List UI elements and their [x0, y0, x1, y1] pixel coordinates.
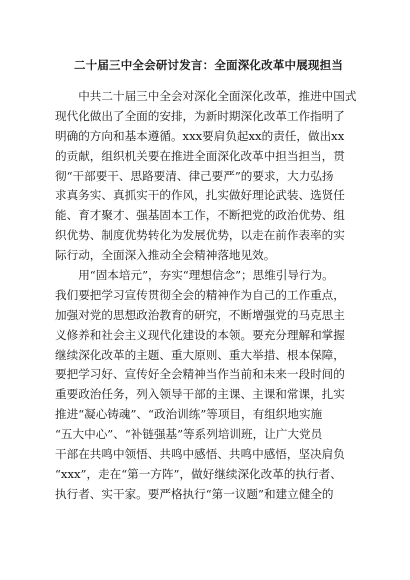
- text-line: 用“固本培元”，夯实“理想信念”；思维引导行为。: [55, 268, 334, 283]
- text-line: 继续深化改革的主题、重大原则、重大举措、根本保障，: [55, 347, 345, 362]
- text-line: 要把学习好、宣传好全会精神当作当前和未来一段时间的: [55, 367, 345, 382]
- text-line: 的贡献，组织机关要在推进全面深化改革中担当担当，贯: [55, 148, 345, 163]
- text-line: “xxx”，走在“第一方阵”，做好继续深化改革的执行者、: [55, 466, 342, 481]
- body-text: [55, 87, 362, 505]
- text-line: 推进“凝心铸魂”、“政治训练”等项目，有组织地实施: [55, 407, 323, 422]
- text-line: 加强对党的思想政治教育的研究，不断增强党的马克思主: [55, 307, 345, 322]
- text-line: 明确的方向和基本遵循。xxx要肩负起xx的责任，做出xx: [55, 128, 345, 143]
- text-line: 执行者、实干家。要严格执行“第一议题”和建立健全的: [55, 486, 334, 501]
- text-line: 求真务实、真抓实干的作风，扎实做好理论武装、选贤任: [55, 188, 345, 203]
- text-line: 干部在共鸣中领悟、共鸣中感悟、共鸣中感悟，坚决肩负: [55, 447, 345, 462]
- text-line: 现代化做出了全面的安排，为新时期深化改革工作指明了: [55, 108, 345, 123]
- page-title: 二十届三中全会研讨发言：全面深化改革中展现担当: [73, 58, 344, 72]
- text-line: “五大中心”、“补链强基”等系列培训班，让广大党员: [55, 427, 323, 442]
- text-line: 际行动，全面深入推动全会精神落地见效。: [55, 248, 276, 263]
- text-line: 义修养和社会主义现代化建设的本领。要充分理解和掌握: [55, 327, 345, 342]
- text-line: 我们要把学习宣传贯彻全会的精神作为自己的工作重点，: [55, 287, 345, 302]
- text-line: 彻“干部要干、思路要清、律己要严”的要求，大力弘扬: [55, 168, 334, 183]
- text-line: 织优势、制度优势转化为发展优势，以走在前作表率的实: [55, 228, 345, 243]
- text-line: 能、育才聚才、强基固本工作，不断把党的政治优势、组: [55, 208, 345, 223]
- text-line: 重要政治任务，列入领导干部的主课、主课和常课，扎实: [55, 387, 345, 402]
- text-line: 中共二十届三中全会对深化全面深化改革，推进中国式: [55, 89, 357, 103]
